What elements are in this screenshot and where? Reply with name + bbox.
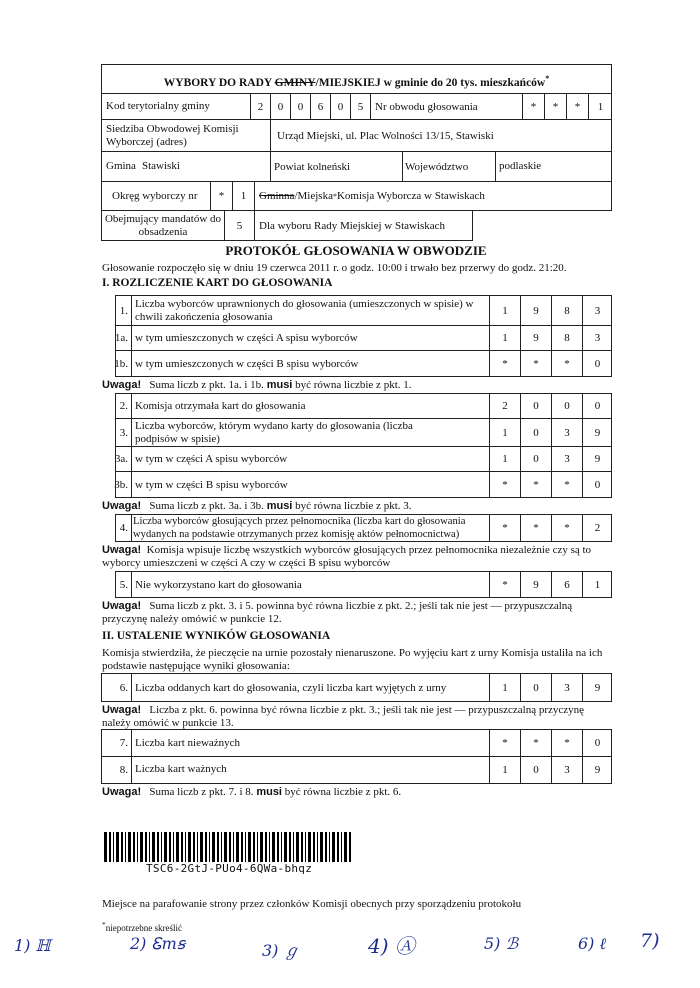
- table-row: [101, 673, 612, 702]
- barcode-bar: [161, 832, 162, 862]
- row-digit: 1: [489, 447, 520, 471]
- row-digit: 1: [489, 296, 520, 325]
- barcode-bar: [241, 832, 243, 862]
- row-digit: 9: [520, 296, 551, 325]
- row-digit: 0: [582, 394, 612, 418]
- barcode-bar: [320, 832, 323, 862]
- row-digit: 0: [520, 447, 551, 471]
- signature-1: 1) ℍ: [14, 936, 51, 955]
- barcode-bar: [188, 832, 191, 862]
- barcode-bar: [296, 832, 299, 862]
- powiat-label: Powiat: [274, 160, 305, 173]
- row-number: 5.: [116, 572, 132, 597]
- row-text: Komisja otrzymała kart do głosowania: [135, 400, 306, 412]
- row-digit: 0: [520, 419, 551, 446]
- kod-digit: 6: [310, 94, 330, 119]
- barcode-bar: [349, 832, 351, 862]
- row-digit: 2: [489, 394, 520, 418]
- table-row: [115, 350, 612, 377]
- wojewodztwo-label: Województwo: [405, 160, 469, 173]
- row-digit: 1: [489, 326, 520, 350]
- row-digit: *: [520, 730, 551, 756]
- row-number: 1.: [116, 296, 132, 325]
- barcode-bar: [344, 832, 347, 862]
- nr-obwodu-digit: 1: [588, 94, 612, 119]
- kod-digit: 5: [350, 94, 370, 119]
- header-title-box: [101, 64, 612, 94]
- row-text: Liczba kart nieważnych: [135, 737, 241, 749]
- barcode-bar: [305, 832, 306, 862]
- row-digit: 1: [489, 757, 520, 783]
- mandaty-row: [101, 210, 473, 241]
- barcode-bar: [109, 832, 111, 862]
- barcode-bar: [209, 832, 210, 862]
- note-3: Uwaga! Komisja wpisuje liczbę wszystkich wyborców głosujących przez pełnomocnika niezależnie czy są to wyborcy umieszczeni w części A czy w części B spisu wyborców: [102, 544, 592, 569]
- row-digit: *: [551, 351, 582, 376]
- row-digit: *: [551, 730, 582, 756]
- barcode-bar: [125, 832, 126, 862]
- row-digit: 3: [551, 674, 582, 701]
- section2-intro: Komisja stwierdziła, że pieczęcie na urnie pozostały nienaruszone. Po wyjęciu kart z urny Komisja ustaliła na ich podstawie następujące wyniki głosowania:: [102, 647, 603, 672]
- barcode-bar: [152, 832, 155, 862]
- row-digit: 1: [489, 674, 520, 701]
- barcode-bar: [212, 832, 215, 862]
- row-text: w tym w części B spisu wyborców: [135, 479, 288, 491]
- signature-4: 4) Ⓐ: [368, 934, 415, 958]
- barcode-text: TSC6-2GtJ-PUo4-6QWa-bhqz: [146, 862, 313, 875]
- barcode-bar: [113, 832, 114, 862]
- powiat-cell: [270, 152, 402, 181]
- row-text: Nie wykorzystano kart do głosowania: [135, 579, 302, 591]
- powiat-value: kolneński: [307, 160, 351, 173]
- barcode-bar: [317, 832, 318, 862]
- row-digit: *: [520, 472, 551, 497]
- row-text: Liczba wyborców, którym wydano karty do głosowania (liczba podpisów w spisie): [135, 420, 413, 445]
- row-digit: 3: [582, 296, 612, 325]
- okreg-digit: 1: [232, 182, 254, 210]
- row-text: w tym w części A spisu wyborców: [135, 453, 288, 465]
- row-digit: *: [489, 730, 520, 756]
- barcode-bar: [277, 832, 279, 862]
- barcode-bar: [205, 832, 207, 862]
- row-digit: 0: [520, 394, 551, 418]
- gmina-row: [101, 151, 612, 182]
- kod-row: [101, 93, 612, 120]
- table-row: [101, 756, 612, 784]
- barcode-bar: [337, 832, 339, 862]
- barcode-bar: [181, 832, 183, 862]
- row-digit: 1: [489, 419, 520, 446]
- mandaty-value: 5: [224, 211, 254, 240]
- barcode-bar: [341, 832, 342, 862]
- row-text: w tym umieszczonych w części A spisu wyborców: [135, 332, 358, 344]
- barcode-image: [104, 832, 354, 862]
- kod-digit: 0: [270, 94, 290, 119]
- row-number: 7.: [102, 730, 132, 756]
- row-number: 3b.: [116, 472, 132, 497]
- row-digit: 8: [551, 326, 582, 350]
- mandaty-label: Obejmujący mandatów do obsadzenia: [104, 213, 222, 238]
- barcode-bar: [233, 832, 234, 862]
- barcode-bar: [197, 832, 198, 862]
- note-5: Uwaga! Liczba z pkt. 6. powinna być równa liczbie z pkt. 3.; jeśli tak nie jest — przypuszczalną przyczynę należy omówić w punkcie 13.: [102, 704, 585, 729]
- row-digit: *: [520, 515, 551, 541]
- barcode-bar: [128, 832, 131, 862]
- kod-digit: 0: [290, 94, 310, 119]
- row-digit: *: [489, 515, 520, 541]
- wojewodztwo-cell: [402, 152, 613, 181]
- signature-6: 6) ℓ: [578, 934, 607, 953]
- barcode-bar: [281, 832, 282, 862]
- row-text: Liczba wyborców uprawnionych do głosowania (umieszczonych w spisie) w chwili zakończenia głosowania: [135, 298, 474, 323]
- okreg-label: Okręg wyborczy nr: [112, 190, 198, 202]
- nr-obwodu-label: Nr obwodu głosowania: [370, 94, 522, 119]
- row-number: 3.: [116, 419, 132, 446]
- footer-text: Miejsce na parafowanie strony przez członków Komisji obecnych przy sporządzeniu protokołu: [102, 898, 522, 910]
- row-number: 2.: [116, 394, 132, 418]
- signature-7: 7): [640, 930, 660, 952]
- barcode-bar: [169, 832, 171, 862]
- barcode-bar: [284, 832, 287, 862]
- row-digit: 0: [582, 351, 612, 376]
- siedziba-label: Siedziba Obwodowej Komisji Wyborczej (adres): [106, 123, 239, 148]
- row-digit: *: [551, 515, 582, 541]
- barcode-bar: [104, 832, 107, 862]
- barcode-bar: [236, 832, 239, 862]
- row-number: 4.: [116, 515, 132, 541]
- barcode-bar: [221, 832, 222, 862]
- row-digit: 0: [582, 730, 612, 756]
- row-digit: 0: [551, 394, 582, 418]
- row-digit: 9: [582, 674, 612, 701]
- table-row: [115, 446, 612, 472]
- note-2: Uwaga! Suma liczb z pkt. 3a. i 3b. musi być równa liczbie z pkt. 3.: [102, 500, 412, 512]
- barcode-bar: [176, 832, 179, 862]
- gmina-value: Stawiski: [142, 160, 180, 172]
- row-number: 1b.: [116, 351, 132, 376]
- barcode-bar: [149, 832, 150, 862]
- barcode-bar: [164, 832, 167, 862]
- table-row: [101, 729, 612, 757]
- barcode-bar: [325, 832, 327, 862]
- kod-digit: 0: [330, 94, 350, 119]
- signature-3: 3) ℊ: [262, 941, 300, 960]
- row-digit: *: [489, 572, 520, 597]
- barcode-bar: [332, 832, 335, 862]
- barcode-bar: [257, 832, 258, 862]
- row-digit: *: [520, 351, 551, 376]
- nr-obwodu-digit: *: [544, 94, 566, 119]
- barcode-bar: [140, 832, 143, 862]
- row-digit: 0: [520, 674, 551, 701]
- barcode-bar: [185, 832, 186, 862]
- table-row: [115, 471, 612, 498]
- barcode-bar: [289, 832, 291, 862]
- row-number: 6.: [102, 674, 132, 701]
- barcode-bar: [260, 832, 263, 862]
- start-text: Głosowanie rozpoczęło się w dniu 19 czerwca 2011 r. o godz. 10:00 i trwało bez przerwy do godz. 21:20.: [102, 262, 567, 274]
- row-text: w tym umieszczonych w części B spisu wyborców: [135, 358, 359, 370]
- barcode-bar: [121, 832, 123, 862]
- barcode-bar: [301, 832, 303, 862]
- barcode-bar: [229, 832, 231, 862]
- row-digit: 9: [582, 757, 612, 783]
- barcode-bar: [248, 832, 251, 862]
- barcode-bar: [253, 832, 255, 862]
- siedziba-value: Urząd Miejski, ul. Plac Wolności 13/15, Stawiski: [270, 120, 613, 151]
- row-digit: 9: [520, 572, 551, 597]
- footnote: *niepotrzebne skreślić: [102, 920, 182, 933]
- barcode-bar: [116, 832, 119, 862]
- barcode-bar: [193, 832, 195, 862]
- row-digit: 9: [582, 447, 612, 471]
- barcode-bar: [200, 832, 203, 862]
- barcode-bar: [272, 832, 275, 862]
- barcode-bar: [157, 832, 159, 862]
- row-text: Liczba kart ważnych: [135, 763, 227, 775]
- okreg-row: [101, 181, 612, 211]
- row-digit: 0: [582, 472, 612, 497]
- note-1: Uwaga! Suma liczb z pkt. 1a. i 1b. musi być równa liczbie z pkt. 1.: [102, 379, 412, 391]
- barcode-bar: [245, 832, 246, 862]
- signature-2: 2) Ꮛmꞩ: [130, 934, 186, 953]
- row-digit: 9: [520, 326, 551, 350]
- barcode-bar: [293, 832, 294, 862]
- row-text: Liczba oddanych kart do głosowania, czyli liczba kart wyjętych z urny: [135, 682, 447, 694]
- barcode-bar: [269, 832, 270, 862]
- barcode-bar: [224, 832, 227, 862]
- table-row: [115, 514, 612, 542]
- row-digit: *: [551, 472, 582, 497]
- section1-title: I. ROZLICZENIE KART DO GŁOSOWANIA: [102, 277, 333, 289]
- row-digit: 9: [582, 419, 612, 446]
- section2-title: II. USTALENIE WYNIKÓW GŁOSOWANIA: [102, 630, 331, 642]
- siedziba-row: [101, 119, 612, 152]
- kod-digit: 2: [250, 94, 270, 119]
- note-4: Uwaga! Suma liczb z pkt. 3. i 5. powinna być równa liczbie z pkt. 2.; jeśli tak nie jest — przypuszczalną przyczynę należy omówić w punkcie 12.: [102, 600, 573, 625]
- note-6: Uwaga! Suma liczb z pkt. 7. i 8. musi być równa liczbie z pkt. 6.: [102, 786, 402, 798]
- election-title: WYBORY DO RADY GMINY/MIEJSKIEJ w gminie do 20 tys. mieszkańców*: [163, 74, 550, 89]
- wojewodztwo-value: podlaskie: [495, 151, 541, 182]
- table-row: [115, 418, 612, 447]
- table-row: [115, 295, 612, 326]
- protocol-title: PROTOKÓŁ GŁOSOWANIA W OBWODZIE: [225, 243, 487, 258]
- nr-obwodu-digit: *: [522, 94, 544, 119]
- table-row: [115, 571, 612, 598]
- gmina-label: Gmina: [106, 160, 136, 172]
- signature-5: 5) ℬ: [484, 934, 519, 953]
- row-digit: 3: [582, 326, 612, 350]
- row-digit: 6: [551, 572, 582, 597]
- kod-label: Kod terytorialny gminy: [106, 100, 210, 112]
- row-digit: 3: [551, 757, 582, 783]
- row-digit: *: [489, 351, 520, 376]
- row-digit: 3: [551, 419, 582, 446]
- barcode-bar: [145, 832, 147, 862]
- table-row: [115, 393, 612, 419]
- row-digit: 8: [551, 296, 582, 325]
- row-number: 1a.: [116, 326, 132, 350]
- row-number: 3a.: [116, 447, 132, 471]
- row-digit: 3: [551, 447, 582, 471]
- komisja-name: Gminna /Miejska * Komisja Wyborcza w Stawiskach: [254, 182, 613, 210]
- row-digit: 2: [582, 515, 612, 541]
- row-number: 8.: [102, 757, 132, 783]
- barcode-bar: [133, 832, 135, 862]
- nr-obwodu-digit: *: [566, 94, 588, 119]
- row-digit: 1: [582, 572, 612, 597]
- barcode-bar: [137, 832, 138, 862]
- row-digit: 0: [520, 757, 551, 783]
- barcode-bar: [265, 832, 267, 862]
- barcode-bar: [217, 832, 219, 862]
- barcode-bar: [313, 832, 315, 862]
- barcode-bar: [173, 832, 174, 862]
- table-row: [115, 325, 612, 351]
- mandaty-desc: Dla wyboru Rady Miejskiej w Stawiskach: [254, 211, 474, 240]
- barcode-bar: [329, 832, 330, 862]
- row-digit: *: [489, 472, 520, 497]
- barcode-bar: [308, 832, 311, 862]
- okreg-digit: *: [210, 182, 232, 210]
- row-text: Liczba wyborców głosujących przez pełnomocnika (liczba kart do głosowania wydanych na podstawie otrzymanych przez komisję aktów pełnomocnictwa): [133, 516, 466, 540]
